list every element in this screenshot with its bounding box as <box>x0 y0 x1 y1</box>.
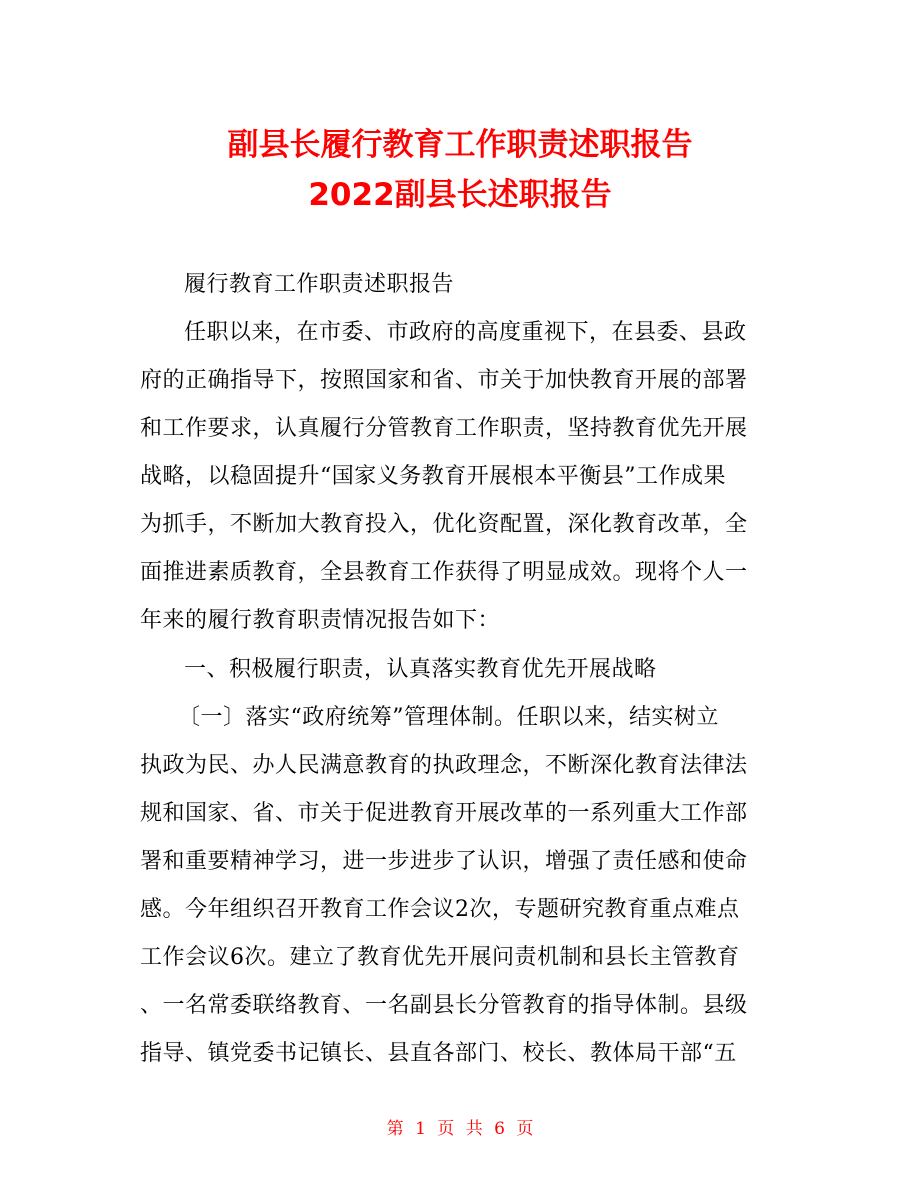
body-line-7: 面推进素质教育，全县教育工作获得了明显成效。现将个人一 <box>140 560 748 585</box>
document-title-line-1: 副县长履行教育工作职责述职报告 <box>227 127 693 163</box>
body-line-13: 署和重要精神学习，进一步进步了认识，增强了责任感和使命 <box>140 849 748 874</box>
document-title-line-2: 2022副县长述职报告 <box>308 177 612 213</box>
body-line-12: 规和国家、省、市关于促进教育开展改革的一系列重大工作部 <box>140 801 748 826</box>
body-line-14: 感。今年组织召开教育工作会议2次，专题研究教育重点难点 <box>140 897 740 922</box>
body-line-11: 执政为民、办人民满意教育的执政理念，不断深化教育法律法 <box>140 753 748 778</box>
body-line-2: 任职以来，在市委、市政府的高度重视下，在县委、县政 <box>184 320 747 345</box>
body-line-10: 〔一〕落实“政府统筹”管理体制。任职以来，结实树立 <box>178 705 719 730</box>
body-line-16: 、一名常委联络教育、一名副县长分管教育的指导体制。县级 <box>140 993 748 1018</box>
body-line-15: 工作会议6次。建立了教育优先开展问责机制和县长主管教育 <box>140 945 740 970</box>
body-line-4: 和工作要求，认真履行分管教育工作职责，坚持教育优先开展 <box>140 416 748 441</box>
body-line-3: 府的正确指导下，按照国家和省、市关于加快教育开展的部署 <box>140 368 748 393</box>
section-heading: 一、积极履行职责，认真落实教育优先开展战略 <box>184 657 657 682</box>
page-number-footer: 第 1 页 共 6 页 <box>386 1119 534 1139</box>
body-line-6: 为抓手，不断加大教育投入，优化资配置，深化教育改革，全 <box>140 512 748 537</box>
body-line-1: 履行教育工作职责述职报告 <box>184 272 455 297</box>
body-line-17: 指导、镇党委书记镇长、县直各部门、校长、教体局干部“五 <box>140 1041 737 1066</box>
body-line-5: 战略，以稳固提升“国家义务教育开展根本平衡县”工作成果 <box>140 464 726 489</box>
body-line-8: 年来的履行教育职责情况报告如下： <box>140 608 501 633</box>
